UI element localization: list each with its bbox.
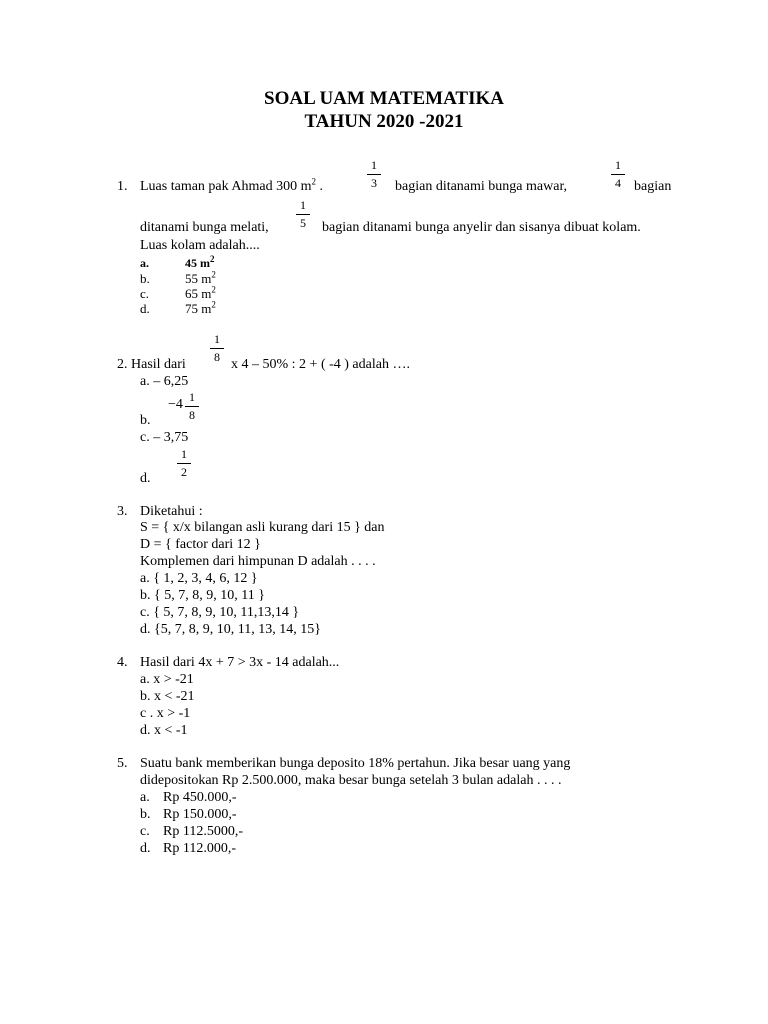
option-value: 75 $m^2$ xyxy=(185,299,216,316)
question-text: bagian xyxy=(634,179,672,194)
question-text: x 4 – 50% : 2 + ( -4 ) adalah …. xyxy=(231,357,410,372)
option-letter: c. xyxy=(140,286,150,301)
option-c: c . x > -1 xyxy=(140,706,191,721)
question-line: S = { x/x bilangan asli kurang dari 15 } dan xyxy=(140,520,385,535)
mixed-number-whole: −4 xyxy=(168,397,183,412)
option-letter: d. xyxy=(140,841,151,856)
option-d-label: d. xyxy=(140,471,151,486)
option-letter: d. xyxy=(140,301,150,316)
option-b-label: b. xyxy=(140,413,151,428)
option-d: d. {5, 7, 8, 9, 10, 11, 13, 14, 15} xyxy=(140,622,321,637)
option-value: 45 $m^2$ xyxy=(185,254,215,270)
question-text: 2. Hasil dari xyxy=(117,357,186,372)
question-number: 1. xyxy=(117,179,128,194)
question-line: Komplemen dari himpunan D adalah . . . . xyxy=(140,554,376,569)
option-b: b. x < -21 xyxy=(140,689,195,704)
question-line: D = { factor dari 12 } xyxy=(140,537,261,552)
page-subtitle: TAHUN 2020 -2021 xyxy=(304,111,464,132)
option-value: 55 $m^2$ xyxy=(185,269,216,286)
question-number: 3. xyxy=(117,504,128,519)
question-text: bagian ditanami bunga anyelir dan sisanya dibuat kolam. xyxy=(322,220,641,235)
fraction-one-fifth: 1 5 xyxy=(296,198,310,230)
option-d: d. x < -1 xyxy=(140,723,188,738)
option-value: Rp 112.000,- xyxy=(163,841,236,856)
fraction-one-quarter: 1 4 xyxy=(611,158,625,190)
option-letter: a. xyxy=(140,790,150,805)
mixed-number-fraction: 1 8 xyxy=(185,390,199,422)
option-a: a. x > -21 xyxy=(140,672,194,687)
option-letter: b. xyxy=(140,271,150,286)
fraction-one-eighth: 1 8 xyxy=(210,332,224,364)
option-letter: a. xyxy=(140,256,149,270)
question-line: Suatu bank memberikan bunga deposito 18% pertahun. Jika besar uang yang xyxy=(140,756,571,771)
question-text: Luas kolam adalah.... xyxy=(140,238,260,253)
option-value: Rp 112.5000,- xyxy=(163,824,243,839)
question-line: Hasil dari 4x + 7 > 3x - 14 adalah... xyxy=(140,655,340,670)
question-text: ditanami bunga melati, xyxy=(140,220,269,235)
option-b: b. { 5, 7, 8, 9, 10, 11 } xyxy=(140,588,265,603)
option-a: a. – 6,25 xyxy=(140,374,189,389)
option-c: c. { 5, 7, 8, 9, 10, 11,13,14 } xyxy=(140,605,300,620)
question-text: bagian ditanami bunga mawar, xyxy=(395,179,568,194)
option-value: 65 $m^2$ xyxy=(185,284,216,301)
option-a: a. { 1, 2, 3, 4, 6, 12 } xyxy=(140,571,258,586)
option-letter: c. xyxy=(140,824,150,839)
question-number: 5. xyxy=(117,756,128,771)
question-number: 4. xyxy=(117,655,128,670)
question-text: Luas taman pak Ahmad 300 $m^2$ . xyxy=(140,176,323,194)
page-title: SOAL UAM MATEMATIKA xyxy=(264,88,504,109)
fraction-one-third: 1 3 xyxy=(367,158,381,190)
option-value: Rp 150.000,- xyxy=(163,807,237,822)
option-c: c. – 3,75 xyxy=(140,430,189,445)
option-letter: b. xyxy=(140,807,151,822)
question-line: didepositokan Rp 2.500.000, maka besar bunga setelah 3 bulan adalah . . . . xyxy=(140,773,562,788)
fraction-one-half: 1 2 xyxy=(177,447,191,479)
question-line: Diketahui : xyxy=(140,504,203,519)
option-value: Rp 450.000,- xyxy=(163,790,237,805)
